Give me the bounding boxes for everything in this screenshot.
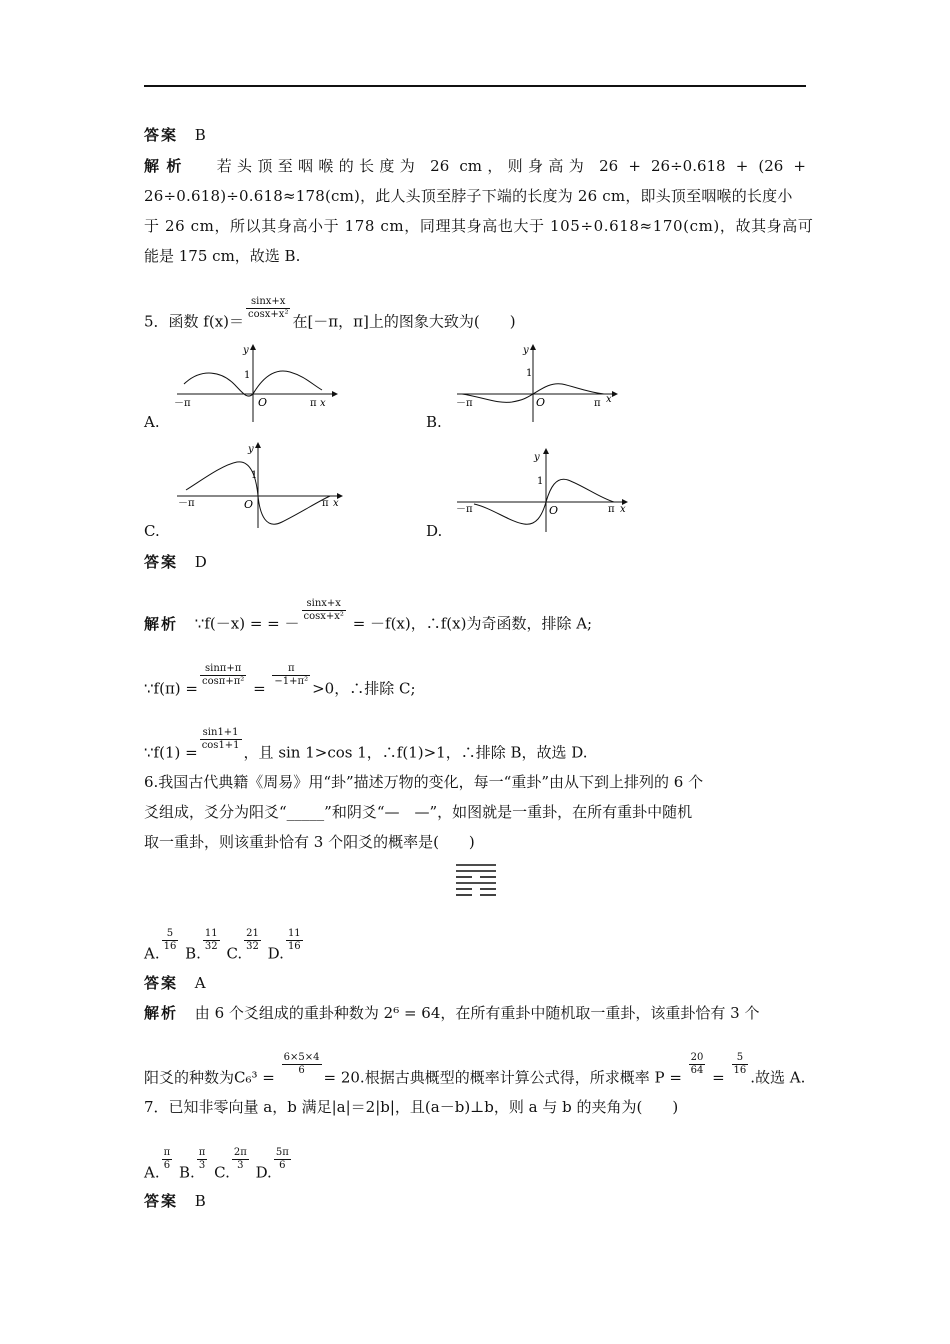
q7-opt-c-frac (232, 1147, 249, 1172)
q6-a2-c: .故选 A. (750, 1068, 806, 1087)
q6-line-3: 取一重卦，则该重卦恰有 3 个阳爻的概率是( ) (144, 833, 475, 851)
q5-fraction (246, 296, 290, 321)
q6-comb-frac (282, 1052, 322, 1077)
graph-d-pi: π (608, 504, 615, 515)
q5-a3-den: cos1+1 (201, 740, 240, 751)
q6-opt-a-num: 5 (162, 928, 179, 941)
q5-a2-frac2 (272, 663, 310, 688)
q5-a1: ∵f(－x) = = － (194, 614, 300, 633)
q5-a1-b: = －f(x)，∴f(x)为奇函数，排除 A; (347, 614, 593, 633)
graph-c-y: y (248, 444, 254, 455)
q5-prefix: 5．函数 f(x)＝ (144, 312, 245, 331)
q6-opt-c-num: 21 (246, 928, 259, 939)
option-c: C. (144, 522, 160, 540)
q6-opt-a-den: 16 (163, 941, 177, 952)
q6-line-1: 6.我国古代典籍《周易》用“卦”描述万物的变化，每一“重卦”由从下到上排列的 6 个 (144, 773, 704, 791)
q6-line-2: 爻组成，爻分为阳爻“_____”和阴爻“— —”，如图就是一重卦，在所有重卦中随机 (144, 803, 693, 821)
q6-p-eq: = (707, 1068, 730, 1087)
q7-opt-d-label: D. (255, 1163, 272, 1182)
q6-opt-c-frac (244, 928, 261, 953)
q7-opt-b-frac (197, 1147, 208, 1172)
q7-opt-d-den: 6 (279, 1160, 286, 1171)
graph-a (172, 342, 342, 424)
q6-p-frac2 (732, 1052, 749, 1077)
q5-analysis-line-1 (144, 598, 593, 637)
q5-a3-b: ，且 sin 1>cos 1，∴f(1)>1，∴排除 B，故选 D. (243, 743, 588, 762)
q5-a2-den1: cosπ+π² (202, 676, 245, 687)
q7-opt-d-frac (274, 1147, 291, 1172)
q7-opt-c-den: 3 (237, 1160, 244, 1171)
q7-opt-a-frac (162, 1147, 173, 1172)
q6-a2-b: = 20.根据古典概型的概率计算公式得，所求概率 P = (323, 1068, 687, 1087)
graph-c-one: 1 (251, 470, 258, 481)
q7-answer-label: 答案 (144, 1192, 179, 1210)
graph-c (172, 440, 347, 530)
graph-b-x: x (606, 394, 612, 405)
q5-a2: ∵f(π) = (144, 679, 198, 698)
option-a: A. (144, 413, 160, 431)
q6-opt-b-frac (203, 928, 220, 953)
q5-a2-frac1 (200, 663, 246, 688)
graph-b-one: 1 (526, 368, 533, 379)
graph-b-pi: π (594, 398, 601, 409)
q6-opt-c-den: 32 (246, 941, 259, 952)
q6-comb-num: 6×5×4 (283, 1052, 320, 1063)
q6-p-den1: 64 (690, 1065, 704, 1076)
q6-a2-eq: = (257, 1068, 280, 1087)
q6-analysis-line-1 (144, 1003, 759, 1023)
q5-analysis-line-3 (144, 727, 588, 766)
graph-c-x: x (333, 498, 339, 509)
q6-opt-d-frac (286, 928, 303, 953)
analysis-label: 解析 (144, 157, 189, 175)
q6-p-num1: 20 (690, 1052, 704, 1063)
q6-opt-b-num: 11 (204, 928, 218, 939)
q7-opt-b-den: 3 (198, 1160, 206, 1171)
graph-d-o: O (549, 504, 559, 517)
answer-label: 答案 (144, 126, 179, 144)
answer-line-1 (144, 125, 206, 145)
graph-b-negpi: －π (456, 398, 473, 409)
graph-a-negpi: －π (174, 398, 191, 409)
q5-a2-b: >0，∴排除 C; (312, 679, 416, 698)
q6-comb-den: 6 (298, 1065, 305, 1076)
q6-answer (144, 973, 206, 993)
q7-opt-a-label: A. (144, 1163, 160, 1182)
q5-a2-mid: = (248, 679, 271, 698)
graph-a-y: y (243, 345, 249, 356)
graph-d-negpi: －π (456, 504, 473, 515)
graph-b (452, 342, 622, 424)
q6-opt-a-frac (162, 928, 179, 953)
graph-b-y: y (523, 345, 529, 356)
q6-opt-d-label: D. (267, 944, 284, 963)
q6-analysis-label: 解析 (144, 1004, 179, 1022)
q5-analysis-label: 解析 (144, 614, 179, 633)
q7-opt-d-num: 5π (275, 1147, 289, 1158)
graph-d-x: x (620, 504, 626, 515)
q5-a1-num: sinx+x (302, 598, 346, 611)
q5-answer (144, 552, 207, 572)
q5-stem (144, 296, 516, 335)
q6-options (144, 928, 305, 967)
q7-opt-b-label: B. (178, 1163, 195, 1182)
top-rule (144, 85, 806, 87)
q6-opt-d-den: 16 (287, 941, 301, 952)
q6-comb: C₆³ (234, 1068, 258, 1087)
q5-frac-num: sinx+x (246, 296, 290, 309)
graph-c-pi: π (322, 498, 329, 509)
graph-a-pi: π (310, 398, 317, 409)
q6-p-num2: 5 (732, 1052, 749, 1065)
q7-opt-b-num: π (198, 1147, 206, 1158)
q5-a3: ∵f(1) = (144, 743, 198, 762)
q5-a1-den: cosx+x² (303, 611, 344, 622)
graph-c-o: O (244, 498, 254, 511)
analysis-line-1 (144, 156, 806, 176)
graph-d-y: y (534, 452, 540, 463)
q5-answer-value: D (194, 553, 207, 571)
answer-value: B (194, 126, 206, 144)
q7-opt-c-num: 2π (233, 1147, 247, 1158)
q5-a2-num1: sinπ+π (200, 663, 246, 676)
q5-a3-frac (200, 727, 242, 752)
q6-answer-label: 答案 (144, 974, 179, 992)
q5-a3-num: sin1+1 (200, 727, 242, 740)
q6-opt-d-num: 11 (287, 928, 301, 939)
graph-a-one: 1 (244, 370, 251, 381)
analysis-line-2: 26÷0.618)÷0.618≈178(cm)，此人头顶至脖子下端的长度为 26 cm，即头顶至咽喉的长度小 (144, 187, 793, 205)
option-b: B. (426, 413, 442, 431)
option-d: D. (426, 522, 443, 540)
q5-a1-frac (302, 598, 346, 623)
q6-a2-a: 阳爻的种数为 (144, 1068, 235, 1087)
q7-opt-c-label: C. (214, 1163, 230, 1182)
q6-answer-value: A (194, 974, 206, 992)
q5-a2-den2: −1+π² (274, 676, 309, 687)
q6-analysis-text-1: 由 6 个爻组成的重卦种数为 2⁶ = 64，在所有重卦中随机取一重卦，该重卦恰有 3 个 (194, 1004, 760, 1022)
graph-a-o: O (258, 396, 268, 409)
q5-suffix: 在[－π，π]上的图象大致为( ) (292, 312, 516, 331)
q6-opt-b-den: 32 (204, 941, 218, 952)
q6-opt-b-label: B. (185, 944, 201, 963)
q6-opt-a-label: A. (144, 944, 160, 963)
q7-opt-a-den: 6 (163, 1160, 171, 1171)
q6-p-frac1 (689, 1052, 706, 1077)
analysis-line-4: 能是 175 cm，故选 B. (144, 247, 301, 265)
q5-a2-num2: π (272, 663, 310, 676)
q6-opt-c-label: C. (226, 944, 243, 963)
graph-a-x: x (320, 398, 326, 409)
graph-b-o: O (536, 396, 546, 409)
analysis-line-3: 于 26 cm，所以其身高小于 178 cm，同理其身高也大于 105÷0.618≈170(cm)，故其身高可 (144, 217, 814, 235)
hexagram-figure (454, 862, 498, 898)
graph-d (452, 446, 632, 534)
q6-p-den2: 16 (733, 1065, 747, 1076)
graph-d-one: 1 (537, 476, 544, 487)
q7-opt-a-num: π (163, 1147, 171, 1158)
q7-answer (144, 1191, 206, 1211)
q7-stem: 7．已知非零向量 a，b 满足|a|＝2|b|，且(a－b)⊥b，则 a 与 b 的夹角为( ) (144, 1098, 679, 1116)
analysis-text: 若头顶至咽喉的长度为 26 cm，则身高为 26 + 26÷0.618 + (26 + (216, 157, 806, 175)
q5-answer-label: 答案 (144, 553, 179, 571)
graph-c-negpi: －π (178, 498, 195, 509)
q5-frac-den: cosx+x² (248, 309, 289, 320)
q7-answer-value: B (194, 1192, 206, 1210)
